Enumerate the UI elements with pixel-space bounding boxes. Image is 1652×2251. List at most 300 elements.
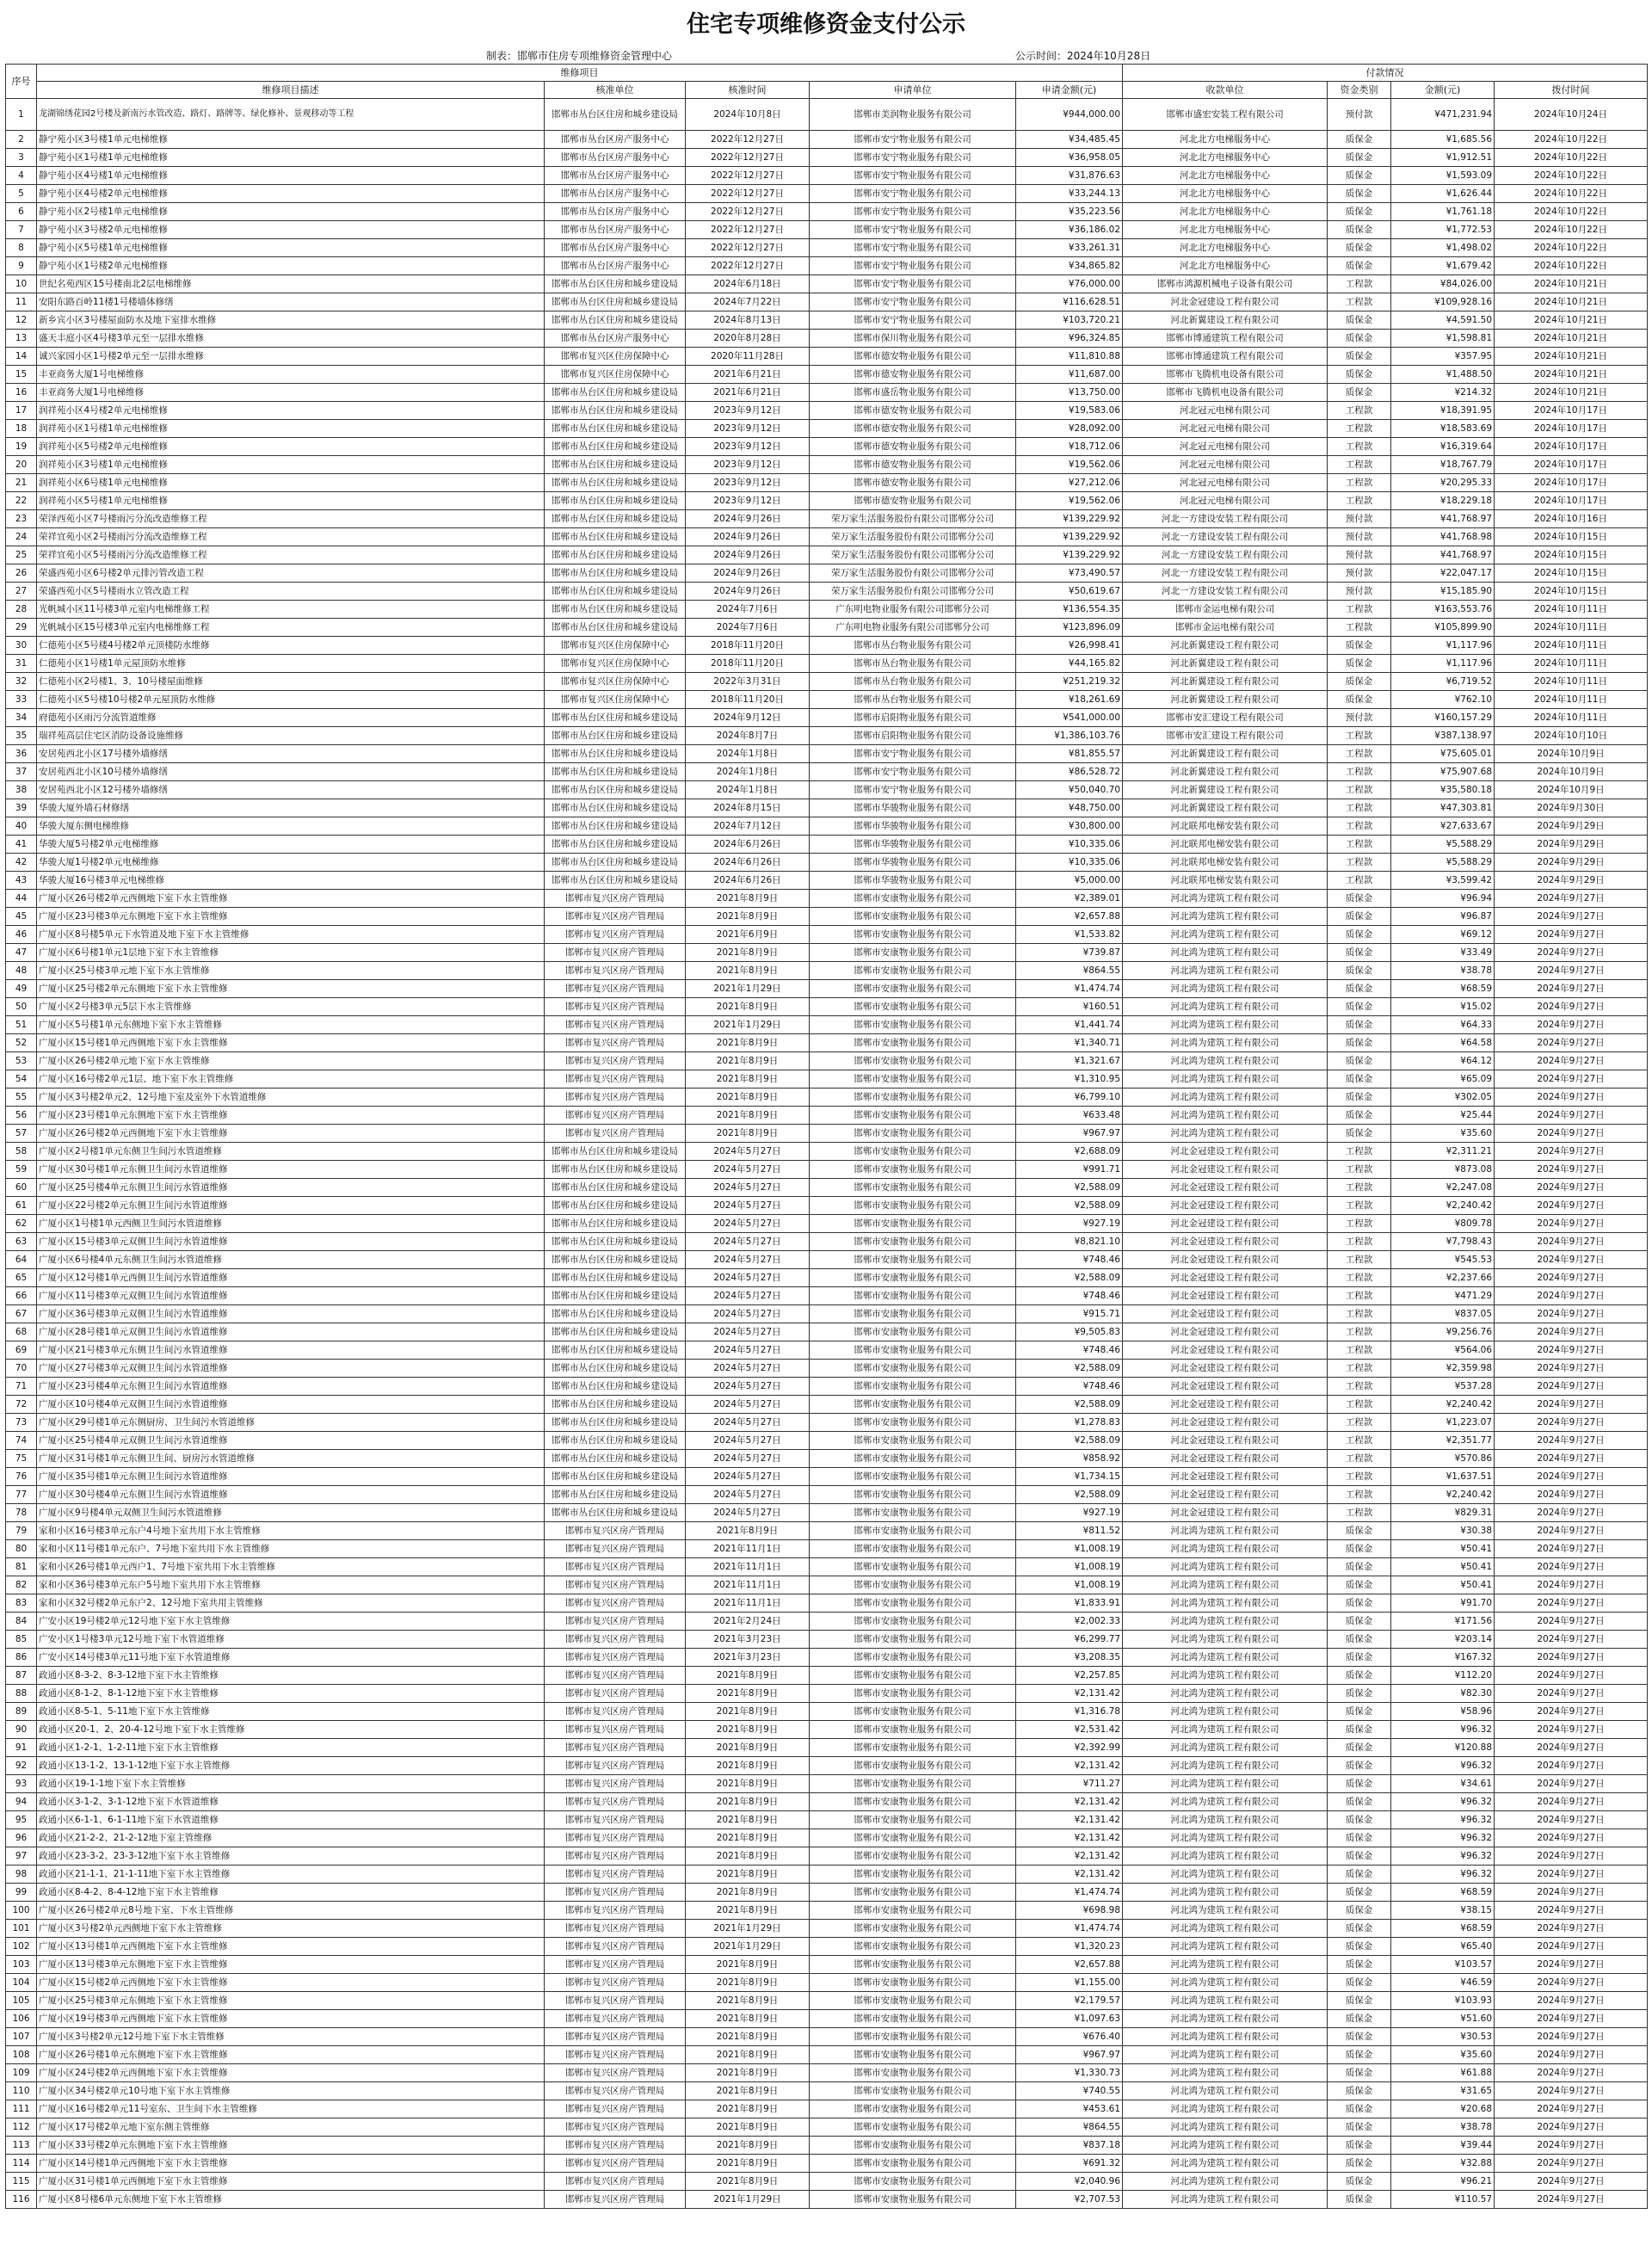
row-approver: 邯郸市丛台区住房和城乡建设局: [545, 438, 686, 456]
row-payment-date: 2024年10月11日: [1495, 619, 1648, 637]
row-approval-date: 2021年8月9日: [686, 1992, 810, 2010]
row-requested-amount: ¥1,340.71: [1016, 1034, 1123, 1052]
row-description: 润祥苑小区4号楼2单元电梯维修: [37, 402, 545, 420]
row-fund-type: 质保金: [1328, 673, 1391, 691]
table-row: [6, 420, 1648, 438]
row-amount: ¥65.40: [1391, 1938, 1495, 1956]
row-amount: ¥105,899.90: [1391, 619, 1495, 637]
row-approval-date: 2021年8月9日: [686, 1522, 810, 1540]
table-row: [6, 727, 1648, 745]
row-fund-type: 工程款: [1328, 817, 1391, 836]
row-description: 广厦小区26号楼2单元8号地下室、下水主管维修: [37, 1902, 545, 1920]
row-seq: 103: [6, 1956, 37, 1974]
row-payee: 河北鸿为建筑工程有限公司: [1123, 2064, 1328, 2082]
row-fund-type: 质保金: [1328, 221, 1391, 239]
row-requested-amount: ¥1,008.19: [1016, 1540, 1123, 1558]
row-amount: ¥75,605.01: [1391, 745, 1495, 763]
row-payee: 河北鸿为建筑工程有限公司: [1123, 1703, 1328, 1721]
row-description: 广厦小区3号楼2单元2、12号地下室及室外下水管道维修: [37, 1088, 545, 1107]
row-fund-type: 质保金: [1328, 1847, 1391, 1866]
row-amount: ¥2,237.66: [1391, 1269, 1495, 1287]
row-payment-date: 2024年9月27日: [1495, 1775, 1648, 1793]
row-seq: 57: [6, 1125, 37, 1143]
row-description: 华骏大厦外墙石材修缮: [37, 799, 545, 817]
row-amount: ¥75,907.68: [1391, 763, 1495, 781]
row-description: 广厦小区23号楼4单元东侧卫生间污水管道维修: [37, 1378, 545, 1396]
row-requested-amount: ¥1,155.00: [1016, 1974, 1123, 1992]
table-row: [6, 99, 1648, 131]
row-approver: 邯郸市复兴区房产管理局: [545, 2100, 686, 2118]
row-requested-amount: ¥2,131.42: [1016, 1847, 1123, 1866]
row-requested-amount: ¥30,800.00: [1016, 817, 1123, 836]
row-description: 盛天丰庭小区4号楼3单元至一层排水维修: [37, 330, 545, 348]
table-row: [6, 1107, 1648, 1125]
table-maker: 制表：邯郸市住房专项维修资金管理中心: [486, 50, 673, 62]
row-applicant: 邯郸市丛台物业服务有限公司: [810, 691, 1016, 709]
row-applicant: 邯郸市安康物业服务有限公司: [810, 2191, 1016, 2209]
row-approver: 邯郸市丛台区住房和城乡建设局: [545, 1251, 686, 1269]
row-payee: 河北鸿为建筑工程有限公司: [1123, 1576, 1328, 1594]
row-payment-date: 2024年9月29日: [1495, 817, 1648, 836]
row-payee: 河北新翼建设工程有限公司: [1123, 781, 1328, 799]
row-requested-amount: ¥8,821.10: [1016, 1233, 1123, 1251]
row-fund-type: 工程款: [1328, 474, 1391, 492]
row-payee: 河北鸿为建筑工程有限公司: [1123, 2082, 1328, 2100]
row-approver: 邯郸市丛台区住房和城乡建设局: [545, 836, 686, 854]
row-applicant: 邯郸市安康物业服务有限公司: [810, 1558, 1016, 1576]
row-description: 广厦小区26号楼2单元地下室下水主管维修: [37, 1052, 545, 1070]
row-approver: 邯郸市丛台区住房和城乡建设局: [545, 275, 686, 293]
row-approver: 邯郸市丛台区住房和城乡建设局: [545, 1396, 686, 1414]
row-applicant: 荣万家生活服务股份有限公司邯郸分公司: [810, 564, 1016, 583]
row-approver: 邯郸市丛台区住房和城乡建设局: [545, 546, 686, 564]
row-seq: 100: [6, 1902, 37, 1920]
row-requested-amount: ¥1,734.15: [1016, 1468, 1123, 1486]
row-payee: 河北鸿为建筑工程有限公司: [1123, 944, 1328, 962]
row-requested-amount: ¥1,386,103.76: [1016, 727, 1123, 745]
row-amount: ¥1,685.56: [1391, 131, 1495, 149]
row-requested-amount: ¥858.92: [1016, 1450, 1123, 1468]
row-approval-date: 2024年8月15日: [686, 799, 810, 817]
row-requested-amount: ¥1,278.83: [1016, 1414, 1123, 1432]
table-row: [6, 1775, 1648, 1793]
row-amount: ¥35,580.18: [1391, 781, 1495, 799]
row-description: 广厦小区25号楼3单元地下室下水主管维修: [37, 962, 545, 980]
row-approval-date: 2024年5月27日: [686, 1432, 810, 1450]
row-payee: 河北鸿为建筑工程有限公司: [1123, 1775, 1328, 1793]
row-amount: ¥41,768.97: [1391, 546, 1495, 564]
table-row: [6, 1992, 1648, 2010]
row-payment-date: 2024年10月22日: [1495, 131, 1648, 149]
table-row: [6, 1450, 1648, 1468]
row-seq: 68: [6, 1323, 37, 1341]
row-seq: 106: [6, 2010, 37, 2028]
row-description: 家和小区11号楼1单元东户、7号地下室共用下水主管维修: [37, 1540, 545, 1558]
row-amount: ¥1,488.50: [1391, 366, 1495, 384]
table-row: [6, 908, 1648, 926]
row-applicant: 邯郸市德安物业服务有限公司: [810, 474, 1016, 492]
row-applicant: 邯郸市华骏物业服务有限公司: [810, 836, 1016, 854]
row-requested-amount: ¥123,896.09: [1016, 619, 1123, 637]
table-row: [6, 384, 1648, 402]
row-applicant: 邯郸市安宁物业服务有限公司: [810, 185, 1016, 203]
row-approval-date: 2021年8月9日: [686, 1793, 810, 1811]
row-applicant: 邯郸市安康物业服务有限公司: [810, 1685, 1016, 1703]
row-amount: ¥31.65: [1391, 2082, 1495, 2100]
row-amount: ¥38.78: [1391, 2118, 1495, 2137]
row-payment-date: 2024年10月9日: [1495, 763, 1648, 781]
row-payee: 河北鸿为建筑工程有限公司: [1123, 980, 1328, 998]
row-seq: 114: [6, 2155, 37, 2173]
row-applicant: 邯郸市安康物业服务有限公司: [810, 1197, 1016, 1215]
row-amount: ¥537.28: [1391, 1378, 1495, 1396]
row-seq: 69: [6, 1341, 37, 1360]
row-requested-amount: ¥967.97: [1016, 2046, 1123, 2064]
row-description: 静宁苑小区1号楼1单元电梯维修: [37, 149, 545, 167]
row-approver: 邯郸市丛台区住房和城乡建设局: [545, 854, 686, 872]
row-applicant: 邯郸市安康物业服务有限公司: [810, 1251, 1016, 1269]
row-applicant: 邯郸市安康物业服务有限公司: [810, 1360, 1016, 1378]
row-payee: 河北金冠建设工程有限公司: [1123, 1504, 1328, 1522]
table-row: [6, 149, 1648, 167]
table-row: [6, 275, 1648, 293]
row-payee: 河北鸿为建筑工程有限公司: [1123, 1902, 1328, 1920]
row-description: 广厦小区5号楼1单元东侧地下室下水主管维修: [37, 1016, 545, 1034]
row-seq: 56: [6, 1107, 37, 1125]
row-approval-date: 2024年5月27日: [686, 1486, 810, 1504]
row-requested-amount: ¥33,244.13: [1016, 185, 1123, 203]
row-requested-amount: ¥2,131.42: [1016, 1811, 1123, 1829]
table-row: [6, 239, 1648, 257]
row-approver: 邯郸市丛台区住房和城乡建设局: [545, 709, 686, 727]
row-description: 静宁苑小区5号楼1单元电梯维修: [37, 239, 545, 257]
table-row: [6, 293, 1648, 311]
row-seq: 14: [6, 348, 37, 366]
row-approver: 邯郸市丛台区住房和城乡建设局: [545, 583, 686, 601]
row-fund-type: 工程款: [1328, 1161, 1391, 1179]
row-payee: 河北金冠建设工程有限公司: [1123, 1378, 1328, 1396]
row-payee: 河北鸿为建筑工程有限公司: [1123, 1974, 1328, 1992]
row-fund-type: 工程款: [1328, 619, 1391, 637]
header-project-group: 维修项目: [37, 65, 1123, 82]
row-fund-type: 质保金: [1328, 2191, 1391, 2209]
row-fund-type: 质保金: [1328, 1884, 1391, 1902]
row-applicant: 邯郸市安康物业服务有限公司: [810, 1341, 1016, 1360]
row-approval-date: 2021年8月9日: [686, 1107, 810, 1125]
row-payment-date: 2024年9月27日: [1495, 1992, 1648, 2010]
payment-table: [5, 64, 1648, 2209]
table-row: [6, 1594, 1648, 1613]
row-payment-date: 2024年9月27日: [1495, 1793, 1648, 1811]
row-payment-date: 2024年9月27日: [1495, 1125, 1648, 1143]
row-fund-type: 工程款: [1328, 456, 1391, 474]
row-requested-amount: ¥1,474.74: [1016, 980, 1123, 998]
row-payee: 河北北方电梯服务中心: [1123, 185, 1328, 203]
row-approval-date: 2021年3月23日: [686, 1631, 810, 1649]
row-payment-date: 2024年9月27日: [1495, 1396, 1648, 1414]
row-description: 华骏大厦5号楼2单元电梯维修: [37, 836, 545, 854]
table-row: [6, 1323, 1648, 1341]
row-payment-date: 2024年9月27日: [1495, 1540, 1648, 1558]
table-row: [6, 2137, 1648, 2155]
row-approver: 邯郸市复兴区房产管理局: [545, 2118, 686, 2137]
row-applicant: 邯郸市安康物业服务有限公司: [810, 1432, 1016, 1450]
row-fund-type: 工程款: [1328, 492, 1391, 510]
table-row: [6, 1251, 1648, 1269]
row-applicant: 邯郸市安康物业服务有限公司: [810, 2173, 1016, 2191]
row-approval-date: 2024年5月27日: [686, 1161, 810, 1179]
row-fund-type: 工程款: [1328, 1486, 1391, 1504]
row-seq: 45: [6, 908, 37, 926]
row-approver: 邯郸市复兴区房产管理局: [545, 2137, 686, 2155]
table-row: [6, 221, 1648, 239]
row-description: 静宁苑小区1号楼2单元电梯维修: [37, 257, 545, 275]
table-row: [6, 528, 1648, 546]
row-payment-date: 2024年9月27日: [1495, 1341, 1648, 1360]
row-approver: 邯郸市复兴区房产管理局: [545, 1721, 686, 1739]
table-row: [6, 836, 1648, 854]
row-fund-type: 质保金: [1328, 2064, 1391, 2082]
table-row: [6, 2010, 1648, 2028]
row-requested-amount: ¥2,588.09: [1016, 1396, 1123, 1414]
row-fund-type: 质保金: [1328, 348, 1391, 366]
row-applicant: 邯郸市安康物业服务有限公司: [810, 2118, 1016, 2137]
row-amount: ¥357.95: [1391, 348, 1495, 366]
row-description: 广厦小区15号楼3单元双侧卫生间污水管道维修: [37, 1233, 545, 1251]
row-seq: 67: [6, 1305, 37, 1323]
row-fund-type: 工程款: [1328, 1215, 1391, 1233]
row-fund-type: 质保金: [1328, 1540, 1391, 1558]
row-applicant: 邯郸市安宁物业服务有限公司: [810, 311, 1016, 330]
table-row: [6, 2118, 1648, 2137]
row-requested-amount: ¥10,335.06: [1016, 854, 1123, 872]
row-fund-type: 工程款: [1328, 293, 1391, 311]
row-payee: 河北金冠建设工程有限公司: [1123, 1161, 1328, 1179]
row-payment-date: 2024年9月27日: [1495, 1287, 1648, 1305]
row-seq: 6: [6, 203, 37, 221]
row-payment-date: 2024年9月27日: [1495, 1739, 1648, 1757]
row-description: 广厦小区15号楼2单元西侧地下室下水主管维修: [37, 1974, 545, 1992]
table-row: [6, 1847, 1648, 1866]
row-amount: ¥564.06: [1391, 1341, 1495, 1360]
row-approver: 邯郸市复兴区房产管理局: [545, 1829, 686, 1847]
row-description: 广厦小区15号楼1单元西侧地下室下水主管维修: [37, 1034, 545, 1052]
row-description: 润祥苑小区5号楼1单元电梯维修: [37, 492, 545, 510]
row-description: 广厦小区22号楼2单元东侧卫生间污水管道维修: [37, 1197, 545, 1215]
row-seq: 92: [6, 1757, 37, 1775]
row-payee: 河北金冠建设工程有限公司: [1123, 1360, 1328, 1378]
row-seq: 29: [6, 619, 37, 637]
row-approver: 邯郸市复兴区房产管理局: [545, 890, 686, 908]
row-approval-date: 2024年5月27日: [686, 1450, 810, 1468]
table-row: [6, 691, 1648, 709]
row-approval-date: 2021年6月21日: [686, 366, 810, 384]
publish-date: 公示时间：2024年10月28日: [1015, 50, 1151, 62]
row-approver: 邯郸市丛台区住房和城乡建设局: [545, 1179, 686, 1197]
row-approval-date: 2021年8月9日: [686, 1902, 810, 1920]
row-approver: 邯郸市丛台区房产服务中心: [545, 257, 686, 275]
row-seq: 17: [6, 402, 37, 420]
row-description: 华骏大厦16号楼3单元电梯维修: [37, 872, 545, 890]
row-seq: 71: [6, 1378, 37, 1396]
row-description: 静宁苑小区3号楼1单元电梯维修: [37, 131, 545, 149]
row-payee: 邯郸市飞腾机电设备有限公司: [1123, 384, 1328, 402]
row-requested-amount: ¥81,855.57: [1016, 745, 1123, 763]
table-row: [6, 637, 1648, 655]
row-requested-amount: ¥11,687.00: [1016, 366, 1123, 384]
row-approval-date: 2024年9月26日: [686, 583, 810, 601]
row-amount: ¥109,928.16: [1391, 293, 1495, 311]
row-fund-type: 质保金: [1328, 980, 1391, 998]
row-payment-date: 2024年9月27日: [1495, 908, 1648, 926]
table-body: [6, 99, 1648, 2209]
row-description: 广厦小区12号楼1单元西侧卫生间污水管道维修: [37, 1269, 545, 1287]
row-approver: 邯郸市复兴区房产管理局: [545, 998, 686, 1016]
row-seq: 83: [6, 1594, 37, 1613]
row-approver: 邯郸市丛台区住房和城乡建设局: [545, 1468, 686, 1486]
row-approver: 邯郸市丛台区住房和城乡建设局: [545, 1269, 686, 1287]
row-applicant: 邯郸市安康物业服务有限公司: [810, 1070, 1016, 1088]
row-approval-date: 2022年12月27日: [686, 257, 810, 275]
row-requested-amount: ¥2,257.85: [1016, 1667, 1123, 1685]
row-approver: 邯郸市复兴区房产管理局: [545, 1667, 686, 1685]
row-payee: 河北冠元电梯有限公司: [1123, 420, 1328, 438]
row-approval-date: 2021年8月9日: [686, 2118, 810, 2137]
row-approver: 邯郸市复兴区房产管理局: [545, 2082, 686, 2100]
row-payee: 河北金冠建设工程有限公司: [1123, 293, 1328, 311]
row-fund-type: 工程款: [1328, 745, 1391, 763]
row-description: 广厦小区30号楼1单元东侧卫生间污水管道维修: [37, 1161, 545, 1179]
row-approval-date: 2023年9月12日: [686, 438, 810, 456]
row-fund-type: 工程款: [1328, 601, 1391, 619]
row-approval-date: 2021年8月9日: [686, 1866, 810, 1884]
row-payment-date: 2024年9月27日: [1495, 1649, 1648, 1667]
row-applicant: 邯郸市安康物业服务有限公司: [810, 1793, 1016, 1811]
row-fund-type: 工程款: [1328, 1414, 1391, 1432]
row-requested-amount: ¥26,998.41: [1016, 637, 1123, 655]
row-seq: 46: [6, 926, 37, 944]
row-requested-amount: ¥2,657.88: [1016, 1956, 1123, 1974]
row-seq: 116: [6, 2191, 37, 2209]
row-approver: 邯郸市复兴区房产管理局: [545, 1866, 686, 1884]
row-payee: 邯郸市金运电梯有限公司: [1123, 619, 1328, 637]
row-requested-amount: ¥36,958.05: [1016, 149, 1123, 167]
row-fund-type: 质保金: [1328, 185, 1391, 203]
row-requested-amount: ¥139,229.92: [1016, 528, 1123, 546]
row-fund-type: 质保金: [1328, 2046, 1391, 2064]
row-seq: 13: [6, 330, 37, 348]
row-fund-type: 质保金: [1328, 962, 1391, 980]
row-description: 政通小区8-1-2、8-1-12地下室下水主管维修: [37, 1685, 545, 1703]
row-fund-type: 质保金: [1328, 1775, 1391, 1793]
table-row: [6, 2173, 1648, 2191]
row-approval-date: 2021年8月9日: [686, 2082, 810, 2100]
row-description: 新乡宾小区3号楼屋面防水及地下室排水维修: [37, 311, 545, 330]
row-amount: ¥82.30: [1391, 1685, 1495, 1703]
row-seq: 37: [6, 763, 37, 781]
row-applicant: 邯郸市安康物业服务有限公司: [810, 1378, 1016, 1396]
row-approval-date: 2024年7月6日: [686, 619, 810, 637]
row-fund-type: 质保金: [1328, 1576, 1391, 1594]
row-approver: 邯郸市丛台区住房和城乡建设局: [545, 1432, 686, 1450]
row-payment-date: 2024年9月27日: [1495, 1197, 1648, 1215]
row-approver: 邯郸市丛台区住房和城乡建设局: [545, 99, 686, 131]
row-payment-date: 2024年10月21日: [1495, 384, 1648, 402]
row-payment-date: 2024年10月11日: [1495, 655, 1648, 673]
row-applicant: 邯郸市德安物业服务有限公司: [810, 492, 1016, 510]
row-applicant: 邯郸市安宁物业服务有限公司: [810, 275, 1016, 293]
row-approval-date: 2023年9月12日: [686, 474, 810, 492]
row-fund-type: 工程款: [1328, 763, 1391, 781]
row-applicant: 邯郸市安康物业服务有限公司: [810, 1179, 1016, 1197]
row-payment-date: 2024年10月22日: [1495, 149, 1648, 167]
header-applicant: 申请单位: [810, 82, 1016, 99]
row-payee: 河北金冠建设工程有限公司: [1123, 1486, 1328, 1504]
row-description: 丰亚商务大厦1号电梯维修: [37, 366, 545, 384]
row-fund-type: 质保金: [1328, 1685, 1391, 1703]
row-approval-date: 2022年12月27日: [686, 167, 810, 185]
row-description: 安居苑西北小区17号楼外墙修缮: [37, 745, 545, 763]
row-requested-amount: ¥251,219.32: [1016, 673, 1123, 691]
row-description: 家和小区36号楼3单元东户5号地下室共用下水主管维修: [37, 1576, 545, 1594]
row-requested-amount: ¥748.46: [1016, 1251, 1123, 1269]
row-seq: 34: [6, 709, 37, 727]
row-requested-amount: ¥6,799.10: [1016, 1088, 1123, 1107]
row-description: 华骏大厦1号楼2单元电梯维修: [37, 854, 545, 872]
row-applicant: 邯郸市安宁物业服务有限公司: [810, 149, 1016, 167]
row-payment-date: 2024年9月27日: [1495, 1504, 1648, 1522]
row-fund-type: 质保金: [1328, 1902, 1391, 1920]
table-row: [6, 2046, 1648, 2064]
row-applicant: 荣万家生活服务股份有限公司邯郸分公司: [810, 583, 1016, 601]
row-amount: ¥387,138.97: [1391, 727, 1495, 745]
row-approver: 邯郸市复兴区房产管理局: [545, 1558, 686, 1576]
row-applicant: 邯郸市安康物业服务有限公司: [810, 926, 1016, 944]
row-approver: 邯郸市丛台区住房和城乡建设局: [545, 402, 686, 420]
row-approver: 邯郸市丛台区房产服务中心: [545, 221, 686, 239]
row-payee: 河北金冠建设工程有限公司: [1123, 1233, 1328, 1251]
row-payee: 河北鸿为建筑工程有限公司: [1123, 2155, 1328, 2173]
row-fund-type: 质保金: [1328, 637, 1391, 655]
row-applicant: 邯郸市安康物业服务有限公司: [810, 1269, 1016, 1287]
row-seq: 73: [6, 1414, 37, 1432]
row-payment-date: 2024年10月22日: [1495, 185, 1648, 203]
row-payee: 河北新翼建设工程有限公司: [1123, 311, 1328, 330]
row-payment-date: 2024年9月29日: [1495, 854, 1648, 872]
row-seq: 110: [6, 2082, 37, 2100]
row-seq: 58: [6, 1143, 37, 1161]
row-requested-amount: ¥1,474.74: [1016, 1884, 1123, 1902]
row-payment-date: 2024年10月22日: [1495, 239, 1648, 257]
row-requested-amount: ¥19,583.06: [1016, 402, 1123, 420]
row-description: 广厦小区25号楼3单元东侧地下室下水主管维修: [37, 1992, 545, 2010]
row-payment-date: 2024年9月27日: [1495, 1866, 1648, 1884]
row-approver: 邯郸市复兴区房产管理局: [545, 2046, 686, 2064]
row-applicant: 邯郸市启阳物业服务有限公司: [810, 709, 1016, 727]
row-payee: 邯郸市盛宏安装工程有限公司: [1123, 99, 1328, 131]
row-requested-amount: ¥86,528.72: [1016, 763, 1123, 781]
row-approver: 邯郸市复兴区住房保障中心: [545, 637, 686, 655]
row-payee: 河北冠元电梯有限公司: [1123, 438, 1328, 456]
row-applicant: 邯郸市保川物业服务有限公司: [810, 330, 1016, 348]
row-approval-date: 2022年12月27日: [686, 131, 810, 149]
row-approver: 邯郸市丛台区住房和城乡建设局: [545, 1215, 686, 1233]
row-seq: 32: [6, 673, 37, 691]
row-requested-amount: ¥453.61: [1016, 2100, 1123, 2118]
row-applicant: 邯郸市德安物业服务有限公司: [810, 348, 1016, 366]
row-approver: 邯郸市丛台区住房和城乡建设局: [545, 1233, 686, 1251]
row-fund-type: 质保金: [1328, 1811, 1391, 1829]
